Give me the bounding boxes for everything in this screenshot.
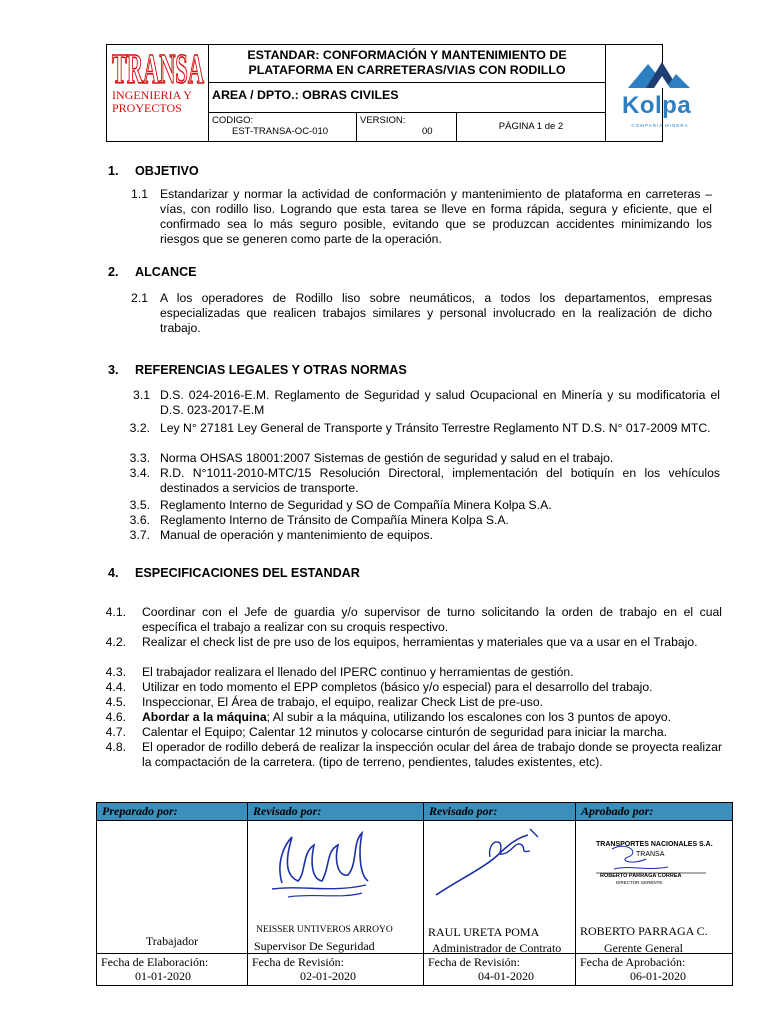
document-header [106,44,663,142]
signature-image [430,823,544,901]
signer-name: NEISSER UNTIVEROS ARROYO [256,925,393,935]
list-item-number: 4.3. [105,665,126,679]
signer-name: ROBERTO PARRAGA C. [580,924,708,938]
list-item-text: Coordinar con el Jefe de guardia y/o supervisor de turno solicitando la orden de trabajo en el cual específica el trabajo a realizar con su croquis respectivo. [142,605,722,634]
date-cell: Fecha de Elaboración: 01-01-2020 [97,953,247,985]
list-item-number: 3.4. [129,466,150,480]
signature-column [97,803,248,985]
signature-table [96,802,733,986]
signer-role: Gerente General [604,941,683,955]
version-cell: VERSION: 00 [357,113,457,141]
list-item-number: 4.8. [105,740,126,754]
list-item-text: Reglamento Interno de Seguridad y SO de Compañía Minera Kolpa S.A. [160,498,552,512]
column-header: Preparado por: [97,803,247,821]
date-cell: Fecha de Revisión: 04-01-2020 [424,953,575,985]
document-title: ESTANDAR: CONFORMACIÓN Y MANTENIMIENTO DE PLATAFORMA EN CARRETERAS/VIAS CON RODILLO [209,45,605,83]
list-item-number: 4.7. [105,725,126,739]
signature-image [262,823,374,905]
signature-column [248,803,424,985]
code-row [209,113,605,141]
signature-column [576,803,732,985]
list-item-text: El trabajador realizara el llenado del IPERC continuo y herramientas de gestión. [142,665,574,679]
column-header: Revisado por: [248,803,423,821]
list-item-number: 3.3. [129,451,150,465]
kolpa-subtitle: COMPAÑIA MINERA [631,123,689,128]
column-header: Revisado por: [424,803,575,821]
transa-subtitle: INGENIERIA Y PROYECTOS [112,88,192,115]
header-center [209,45,605,141]
list-item-text: D.S. 024-2016-E.M. Reglamento de Seguridad y salud Ocupacional en Minería y su modificatoria el D.S. 023-2017-E.M [160,388,720,417]
list-item-number: 3.5. [129,498,150,512]
list-item-text: Reglamento Interno de Tránsito de Compañía Minera Kolpa S.A. [160,513,509,527]
list-item-text: Norma OHSAS 18001:2007 Sistemas de gestión de seguridad y salud en el trabajo. [160,451,614,465]
list-item-number: 3.2. [129,421,150,435]
list-item-number: 4.5. [105,695,126,709]
list-item-text: El operador de rodillo deberá de realizar la inspección ocular del área de trabajo donde se proyecta realizar la compactación de la carretera. (tipo de terreno, pendientes, taludes existentes, etc). [142,740,722,769]
stamp-title: DIRECTOR GERENTE [616,880,663,885]
list-item-number: 4.6. [105,710,126,724]
date-cell: Fecha de Aprobación: 06-01-2020 [576,953,732,985]
list-item-number: 3.6. [129,513,150,527]
kolpa-mountain-icon [628,58,694,92]
list-item-number: 4.2. [105,635,126,649]
list-item-number: 3.7. [129,528,150,542]
transa-logo-cell [107,45,209,141]
kolpa-wordmark: Kolpa [622,92,692,119]
list-item-number: 4.1. [105,605,126,619]
transa-logo [111,47,205,89]
signer-role: Trabajador [145,934,199,948]
date-cell: Fecha de Revisión: 02-01-2020 [248,953,423,985]
signer-role: Administrador de Contrato [432,941,562,955]
list-item-text: Realizar el check list de pre uso de los equipos, herramientas y materiales que va a usar en el Trabajo. [142,635,698,649]
list-item-text: Manual de operación y mantenimiento de equipos. [160,528,434,542]
page-number: PÁGINA 1 de 2 [498,121,564,132]
list-item-number: 3.1 [133,388,150,402]
list-item-text: R.D. N°1011-2010-MTC/15 Resolución Directoral, implementación del botiquín en los vehículos destinados a servicios de transporte. [160,466,720,495]
stamp-company-short: TRANSA [636,851,665,858]
list-item-number: 4.4. [105,680,126,694]
list-item-bold: Abordar a la máquina [142,710,267,724]
list-item-text: Inspeccionar, El Área de trabajo, el equipo, realizar Check List de pre-uso. [142,695,544,709]
list-item-rest: ; Al subir a la máquina, utilizando los escalones con los 3 puntos de apoyo. [266,710,672,724]
area-field: AREA / DPTO.: OBRAS CIVILES [209,83,605,113]
stamp-name: ROBERTO PARRAGA CORREA [600,873,682,879]
stamp-company: TRANSPORTES NACIONALES S.A. [596,841,713,848]
list-item-text: Utilizar en todo momento el EPP completos (básico y/o especial) para el desarrollo del trabajo. [142,680,653,694]
list-item-text: Ley N° 27181 Ley General de Transporte y Tránsito Terrestre Reglamento NT D.S. N° 017-2009 MTC. [160,421,711,435]
signer-role: Supervisor De Seguridad [254,939,375,953]
svg-text:TRANSA: TRANSA [112,47,205,89]
list-item-text: Calentar el Equipo; Calentar 12 minutos y colocarse cinturón de seguridad para iniciar la marcha. [142,725,668,739]
column-header: Aprobado por: [576,803,732,821]
code-cell: CODIGO: EST-TRANSA-OC-010 [209,113,357,141]
signer-name: RAUL URETA POMA [428,925,540,939]
list-item-text [142,710,722,725]
signature-column [424,803,576,985]
